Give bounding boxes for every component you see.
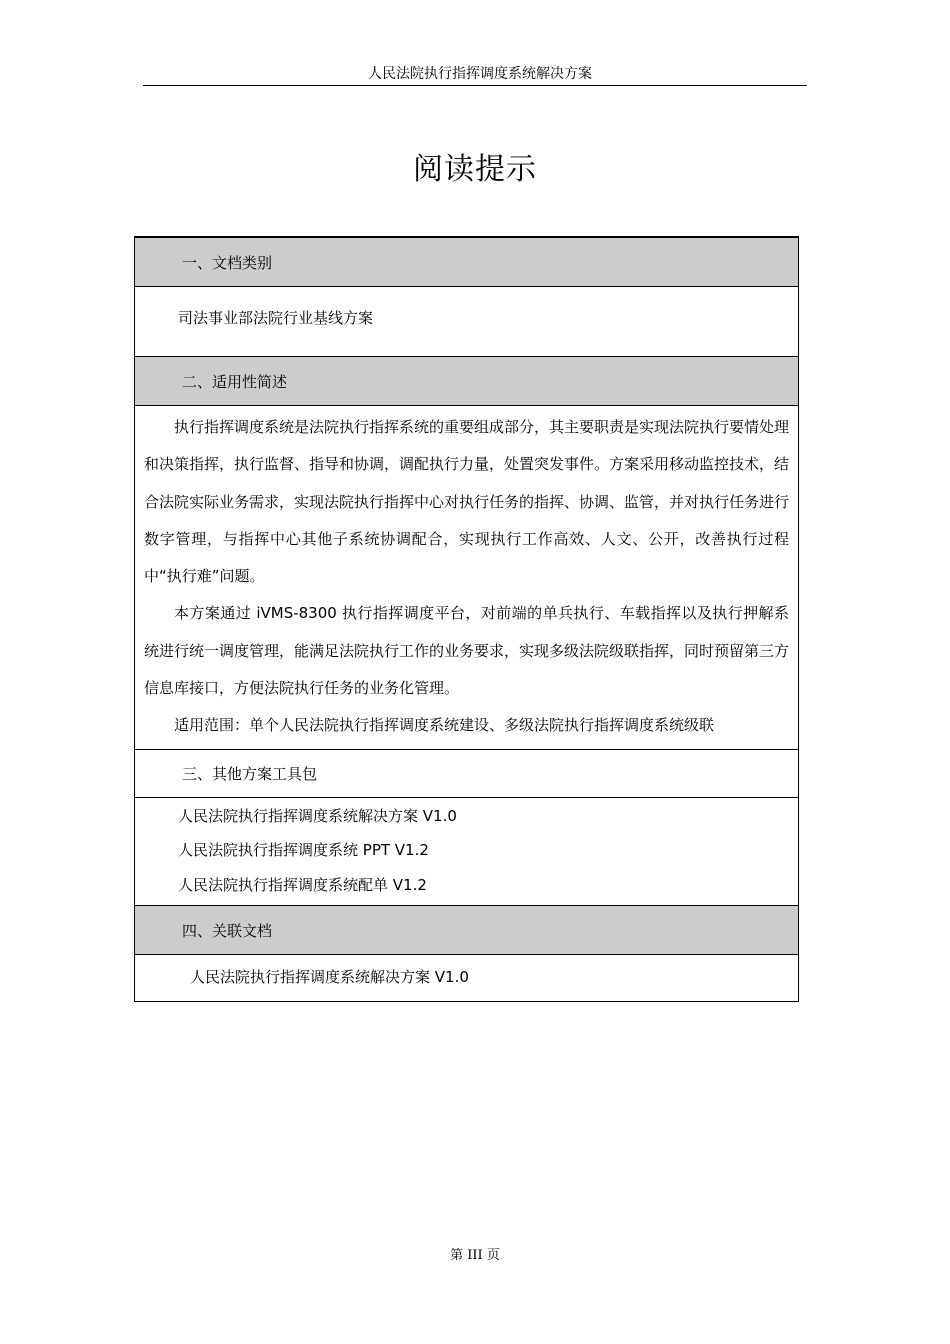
applicability-scope-line: 适用范围：单个人民法院执行指挥调度系统建设、多级法院执行指挥调度系统级联 [174,716,715,735]
toolkit-item: 人民法院执行指挥调度系统解决方案 V1.0 [178,806,457,825]
section-heading-toolkit [135,750,798,798]
section-heading-category [135,238,798,287]
toolkit-item: 人民法院执行指挥调度系统配单 V1.2 [178,875,427,894]
category-text: 司法事业部法院行业基线方案 [178,309,374,327]
section-heading-applicability [135,357,798,406]
related-document: 人民法院执行指挥调度系统解决方案 V1.0 [190,968,469,987]
applicability-paragraph: 执行指挥调度系统是法院执行指挥系统的重要组成部分，其主要职责是实现法院执行要情处理和决策指挥，执行监督、指导和协调，调配执行力量，处置突发事件。方案采用移动监控技术，结合法院实际业务需求，实现法院执行指挥中心对执行任务的指挥、协调、监管，并对执行任务进行数字管理，与指挥中心其他子系统协调配合，实现执行工作高效、人文、公开，改善执行过程中“执行难”问题。 [144,418,790,586]
section-heading-label: 三、其他方案工具包 [182,764,318,783]
header-divider [143,85,807,86]
toolkit-item: 人民法院执行指挥调度系统 PPT V1.2 [178,841,429,860]
section-heading-label: 四、关联文档 [182,921,273,940]
page-number: 第 III 页 [450,1248,500,1263]
section-body-related [135,955,798,1001]
section-body-applicability [135,406,798,750]
page-title: 阅读提示 [413,152,537,187]
section-heading-label: 二、适用性简述 [182,372,288,391]
applicability-paragraph: 本方案通过 iVMS-8300 执行指挥调度平台，对前端的单兵执行、车载指挥以及执行押解系统进行统一调度管理，能满足法院执行工作的业务要求，实现多级法院级联指挥，同时预留第三方信息库接口，方便法院执行任务的业务化管理。 [144,604,790,698]
section-heading-related [135,906,798,955]
section-body-toolkit [135,798,798,907]
section-heading-label: 一、文档类别 [182,253,273,272]
section-body-category [135,287,798,357]
running-header: 人民法院执行指挥调度系统解决方案 [368,66,592,82]
reading-notes-table [134,236,799,1002]
